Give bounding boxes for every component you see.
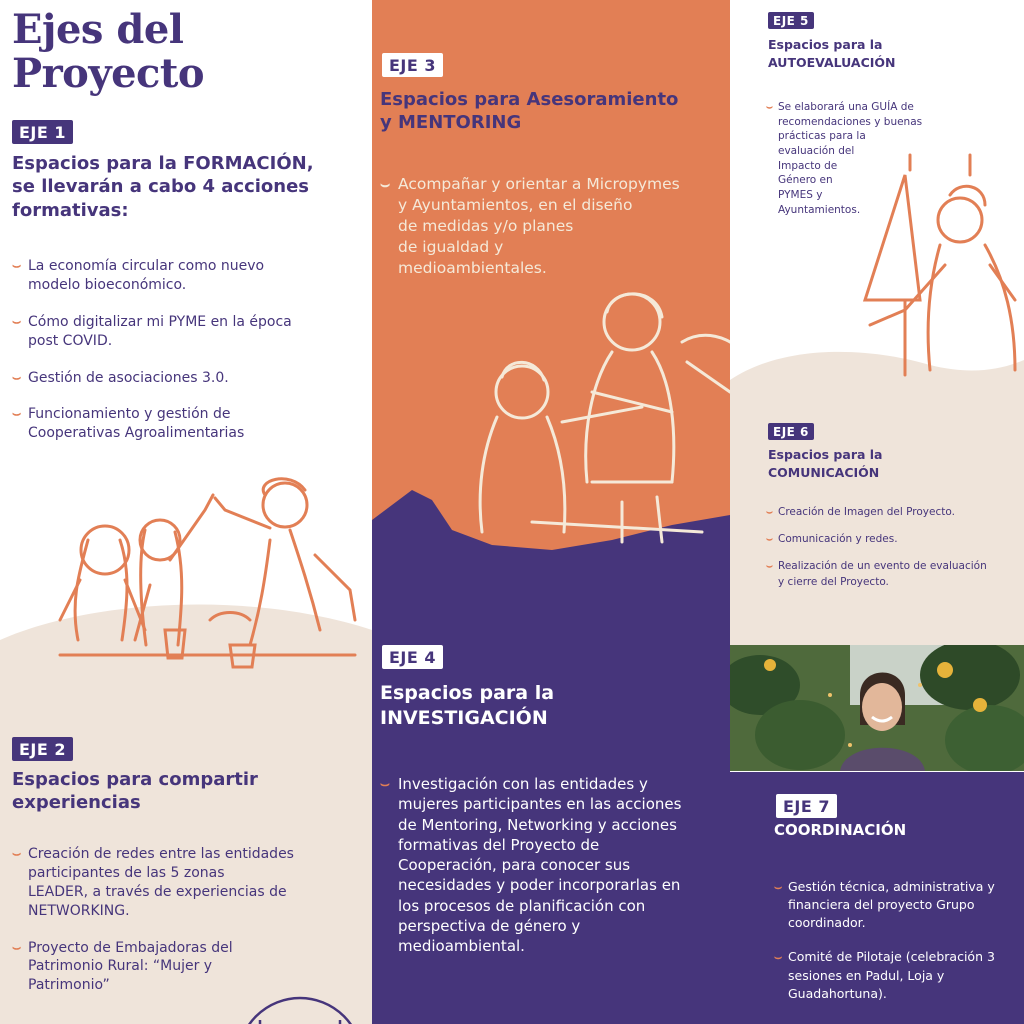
- eje-5-heading-line: Espacios para la: [768, 37, 883, 52]
- list-item-text: Cooperación, para conocer sus: [398, 856, 631, 874]
- list-item: [766, 559, 1024, 589]
- list-item-text: Funcionamiento y gestión de: [28, 406, 231, 423]
- eje-2-heading-line: Espacios para compartir: [12, 769, 258, 790]
- high-five-illustration: [50, 470, 370, 675]
- eje-1-heading-line: formativas:: [12, 199, 129, 221]
- eje-5-badge: EJE 5: [768, 12, 814, 29]
- bullet-icon: ⌣: [766, 533, 773, 546]
- page-title-line-1: Ejes del: [12, 6, 184, 53]
- list-item: [766, 505, 1024, 520]
- list-item-text: Cooperativas Agroalimentarias: [28, 425, 245, 442]
- bullet-icon: ⌣: [766, 506, 773, 518]
- eje-2-heading: [12, 768, 258, 815]
- eje-1-badge: EJE 1: [12, 120, 73, 144]
- eje-3-badge: EJE 3: [382, 53, 443, 77]
- list-item-text: financiera del proyecto Grupo: [788, 897, 975, 913]
- bullet-icon: ⌣: [774, 949, 783, 965]
- eje-7-list: [774, 878, 1020, 1003]
- eje-3-heading-line: Espacios para Asesoramiento: [380, 89, 679, 110]
- list-item-text: Gestión técnica, administrativa y: [788, 879, 995, 894]
- list-item-text: Se elaborará una GUÍA de: [778, 101, 914, 113]
- eje-6-badge: EJE 6: [768, 423, 814, 440]
- list-item-text: Patrimonio Rural: “Mujer y: [28, 958, 213, 975]
- list-item: [380, 774, 728, 956]
- eje-7-badge: EJE 7: [776, 794, 837, 818]
- list-item-text: Cómo digitalizar mi PYME en la época: [28, 313, 292, 330]
- list-item-text: coordinador.: [788, 915, 866, 931]
- list-item-text: participantes de las 5 zonas: [28, 864, 225, 881]
- column-eje-5-6-7: [730, 0, 1024, 1024]
- bullet-icon: ⌣: [12, 406, 22, 423]
- bullet-icon: ⌣: [12, 369, 22, 386]
- list-item: [12, 313, 362, 351]
- list-item-text: perspectiva de género y: [398, 916, 581, 935]
- list-item: [774, 948, 1020, 1002]
- list-item-text: Proyecto de Embajadoras del: [28, 939, 233, 956]
- eje-4-heading-line: INVESTIGACIÓN: [380, 706, 548, 729]
- list-item-text: de medidas y/o planes: [398, 216, 574, 235]
- bullet-icon: ⌣: [12, 939, 22, 956]
- bullet-icon: ⌣: [12, 258, 22, 274]
- photo-illustration: [730, 645, 1024, 771]
- page-title-line-2: Proyecto: [12, 50, 205, 97]
- eje-2-badge: EJE 2: [12, 737, 73, 761]
- eje-5-heading-line: AUTOEVALUACIÓN: [768, 54, 896, 70]
- list-item-text: Guadahortuna).: [788, 985, 887, 1001]
- list-item-text: Acompañar y orientar a Micropymes: [398, 175, 680, 193]
- list-item-text: Realización de un evento de evaluación: [778, 560, 987, 573]
- list-item-text: Género en: [778, 174, 833, 187]
- eje-3-list: [380, 174, 728, 279]
- list-item-text: post COVID.: [28, 332, 113, 349]
- list-item-text: Gestión de asociaciones 3.0.: [28, 369, 229, 386]
- eje-4-badge: EJE 4: [382, 645, 443, 669]
- list-item-text: Creación de redes entre las entidades: [28, 846, 294, 862]
- bullet-icon: ⌣: [12, 846, 22, 862]
- eje-1-list: [12, 257, 362, 443]
- list-item-text: PYMES y: [778, 189, 823, 202]
- column-eje-1-2: [0, 0, 372, 1024]
- list-item: [12, 845, 362, 921]
- list-item-text: prácticas para la: [778, 130, 866, 143]
- list-item-text: Comité de Pilotaje (celebración 3: [788, 949, 995, 965]
- list-item-text: necesidades y poder incorporarlas en: [398, 876, 681, 895]
- eje-4-heading: [380, 681, 554, 730]
- eje-1-heading-line: Espacios para la FORMACIÓN,: [12, 153, 314, 174]
- list-item-text: Ayuntamientos.: [778, 203, 861, 216]
- bullet-icon: ⌣: [766, 101, 773, 113]
- woman-confetti-photo: [730, 645, 1024, 771]
- list-item-text: de Mentoring, Networking y acciones: [398, 815, 677, 834]
- list-item-text: NETWORKING.: [28, 902, 130, 919]
- list-item-text: Investigación con las entidades y: [398, 775, 648, 793]
- eje-7-heading: COORDINACIÓN: [774, 821, 907, 839]
- mentoring-illustration: [472, 282, 730, 552]
- list-item: [774, 878, 1020, 932]
- list-item-text: Patrimonio”: [28, 977, 110, 994]
- list-item-text: Comunicación y redes.: [778, 533, 898, 546]
- list-item-text: sesiones en Padul, Loja y: [788, 967, 945, 983]
- list-item-text: formativas del Proyecto de: [398, 835, 600, 854]
- eje-6-heading-line: COMUNICACIÓN: [768, 464, 880, 480]
- list-item-text: y Ayuntamientos, en el diseño: [398, 195, 633, 214]
- list-item: [12, 939, 362, 996]
- eje-3-heading-line: y MENTORING: [380, 112, 522, 134]
- eje-1-heading-line: se llevarán a cabo 4 acciones: [12, 176, 310, 198]
- bullet-icon: ⌣: [12, 313, 22, 330]
- eje-6-heading: [768, 446, 883, 481]
- list-item: [12, 257, 362, 295]
- list-item: [12, 405, 362, 443]
- eje-6-list: [766, 505, 1024, 590]
- list-item-text: Creación de Imagen del Proyecto.: [778, 506, 955, 518]
- globe-illustration: [230, 990, 370, 1024]
- bullet-icon: ⌣: [766, 560, 773, 573]
- list-item-text: La economía circular como nuevo: [28, 258, 265, 274]
- eje-2-list: [12, 845, 362, 995]
- bullet-icon: ⌣: [380, 775, 390, 793]
- list-item-text: evaluación del: [778, 145, 855, 158]
- list-item-text: recomendaciones y buenas: [778, 115, 923, 128]
- list-item-text: medioambiental.: [398, 937, 525, 955]
- list-item-text: LEADER, a través de experiencias de: [28, 883, 287, 900]
- list-item: [766, 532, 1024, 547]
- list-item-text: Impacto de: [778, 159, 838, 172]
- eje-2-heading-line: experiencias: [12, 792, 141, 814]
- list-item-text: los procesos de planificación con: [398, 896, 646, 915]
- list-item: [12, 369, 362, 388]
- eje-4-heading-line: Espacios para la: [380, 682, 555, 704]
- list-item-text: y cierre del Proyecto.: [778, 575, 889, 588]
- list-item-text: de igualdad y: [398, 237, 504, 256]
- bullet-icon: ⌣: [774, 879, 783, 894]
- eje-6-heading-line: Espacios para la: [768, 447, 883, 462]
- list-item-text: medioambientales.: [398, 258, 547, 277]
- list-item-text: modelo bioeconómico.: [28, 276, 187, 293]
- page-title: [12, 8, 204, 96]
- column-eje-3-4: [372, 0, 730, 1024]
- list-item: [380, 174, 728, 279]
- list-item-text: mujeres participantes en las acciones: [398, 795, 682, 814]
- presenter-illustration: [845, 150, 1024, 380]
- eje-4-list: [380, 774, 728, 956]
- bullet-icon: ⌣: [380, 175, 391, 193]
- eje-3-heading: [380, 88, 678, 135]
- eje-5-heading: [768, 36, 896, 71]
- eje-1-heading: [12, 152, 314, 222]
